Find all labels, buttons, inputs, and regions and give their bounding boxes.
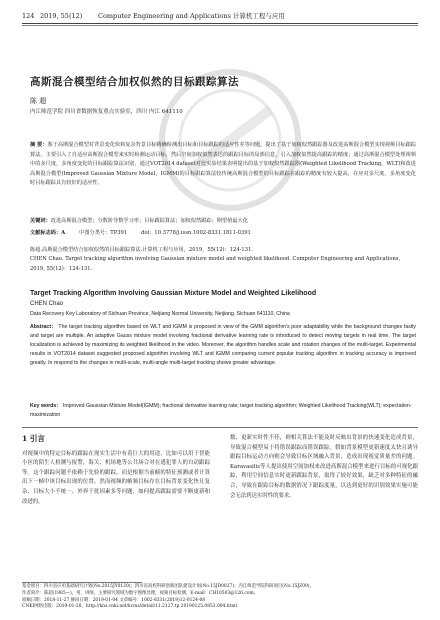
keywords-en-label: Key words：: [30, 403, 62, 409]
received-dates: 收稿日期：2018-11-27 修回日期：2019-01-04 文章编号：1002-8331(2019)12-0124-08: [22, 597, 206, 603]
citation-en: CHEN Chao. Target tracking algorithm involving Gaussian mixture model and weighted likelihood. Computer Engineering and Applications, 2019, 55(12)：124-131.: [30, 256, 401, 272]
body-column-right: [230, 434, 418, 501]
clc-code: 中图分类号：TP391: [79, 230, 128, 236]
cnki-link: CNKI网络出版：2019-01-28，http://kns.cnki.net/kcms/detail/11.2127.tp.20190125.0853.004.html: [22, 604, 237, 610]
affiliation-en: Data Recovery Key Laboratory of Sichuan Province, Neijiang Normal University, Neijiang, Sichuan 641110, China: [30, 311, 290, 317]
footnote-rule: [22, 582, 142, 583]
paper-title-en: Target Tracking Algorithm Involving Gaussian Mixture Model and Weighted Likelihood: [30, 290, 317, 297]
abstract-zh: [30, 141, 416, 189]
header-rule-thin: [22, 25, 418, 26]
header-rule: [22, 23, 418, 24]
keywords-label: 关键词：: [30, 218, 51, 224]
classification-line: [30, 229, 416, 238]
intro-text-right: 数、更新实时性不佳，则相关算法不能及时反映出背景的快速变化造成背景，导致混合模型易于将错误跟踪而错误跟踪。假如背景模型更新速度太快且诱导跟踪目标运动方向则会导致目标区域融入背景，造成出现视觉质量差的问题。Karavasilis等人提出使用空间加权来改进高斯混合模型来进行目标的可视化跟踪，利用空间信息实时更新跟踪背景，取得了较好效果，缺乏对多种特征的融合，导致在跟踪目标的数据情况下跟踪度量，以达到更好的识别效果实施可能会无法到达实时性的要求。: [230, 435, 418, 499]
citation-block: [30, 246, 416, 274]
affiliation-zh: 内江师范学院 四川省数据恢复重点实验室，四川 内江 641110: [30, 109, 183, 115]
keywords-zh: [30, 217, 416, 226]
abstract-zh-text: 鉴于高斯混合模型对背景变化快和复杂背景目标精确检测出目标和目标跟踪的适应性差等问题，提出了基于加权似然跟踪器及改进高斯混合模型实现视频目标跟踪算法，主要引入了自适应高斯混合模型来实时检测运动目标，然后空间加权似然表达的跟踪目标的局部信息，引入加权似然提高跟踪的精度；通过高斯混合模型处理视频中的多尺度，多角度变化的目标跟踪算法识别，通过VOT2014 dataset对比实验结果表明提出的基于加权似然跟踪器(Weighted Likelihood Tracking，WLT)和改进高斯混合模型(Improved Gaussian Mixture Model，IGMM)的目标跟踪算法较传统高斯混合模型的目标跟踪在跟踪的精度有较大提高，在应对多尺度、多角度变化时目标跟踪具有较好的适应性。: [30, 142, 416, 187]
fund-note: 基金项目：四川省应用基础研究计划(No.2015JY0120)；四川省高校科研创新团队建设计划(No.15JD0027)；内江师范学院科研项目(No.15JZ09)。: [22, 584, 314, 589]
issue-label: 2019, 55(12): [40, 12, 83, 20]
running-header: [22, 10, 418, 22]
doi: doi：10.3778/j.issn.1002-8331.1811-0391: [141, 230, 251, 236]
keywords-zh-text: 改进高斯混合模型；分数阶导数学习率；目标跟踪算法；加权似然跟踪；期望值最大化: [50, 218, 248, 224]
author-en: CHEN Chao: [30, 301, 64, 307]
abstract-label: 摘 要：: [30, 142, 48, 148]
keywords-en-text: Improved Gaussian Mixture Model(IGMM); fractional derivative learning rate; target tracking algorithm; Weighted Likelihood Tracking(WLT); expectation-maximization: [30, 403, 412, 418]
doc-code: 文献标志码：A: [30, 230, 66, 236]
author-bio: 作者简介：陈超(1985—)，男，讲师，主要研究领域为数字图像处理，视频目标检测，E-mail：CH10503@126.com。: [22, 590, 259, 596]
page-number: 124: [22, 12, 35, 20]
keywords-en: [30, 402, 416, 420]
intro-text-left: 对视频中的特定目标的跟踪在现实生活中有着巨大的用途，比如可以用于智能小区的陌生人检测与报警，海关、机场地等公共场合对在逃犯罪人的自动跟踪等。这个跟踪问题不依赖于先验的跟踪，而是根据当前帧的特征预测或者计算出下一帧中该目标出现的位置。然而视频的帧频目标存在目标背景变化快且复杂、目标大小不统一、外界干扰因素多等问题，如何提高跟踪需要不断更新和改进的。: [22, 450, 210, 505]
abstract-en-label: Abstract：: [30, 324, 57, 330]
journal-name: Computer Engineering and Applications 计算机工程与应用: [98, 12, 285, 20]
body-column-left: [22, 434, 210, 507]
abstract-en: [30, 323, 416, 368]
author-zh: 陈 超: [30, 97, 47, 105]
section-heading-intro: 1 引言: [22, 434, 45, 443]
citation-zh: 陈超.高斯混合模型结合加权似然的目标跟踪算法.计算机工程与应用，2019，55(12)：124-131.: [30, 247, 253, 253]
abstract-en-text: The target tracking algorithm based on WLT and IGMM is proposed in view of the GMM algorithm's poor adaptability while the background changes fastly and target are multiple. An adaptive Gauss mixture model involving fractional derivative learning rate is introduced to detect moving targets in real time. The target localization is achieved by maximizing its weighted likelihood in the video. Moreover, the algorithm handles scale and rotation changes of the multi-target. Experimental results in VOT2014 dataset suggested proposed algorithm involving WLT and IGMM comparing current popular tracking algorithm in tracking accuracy is improved greatly. In respond to the changes in multi-scale, multi-angle multi-target tracking shows greater advantage.: [30, 324, 417, 366]
paper-title-zh: 高斯混合模型结合加权似然的目标跟踪算法: [30, 76, 239, 88]
footnote-block: [22, 584, 418, 611]
section-rule: [22, 427, 418, 428]
